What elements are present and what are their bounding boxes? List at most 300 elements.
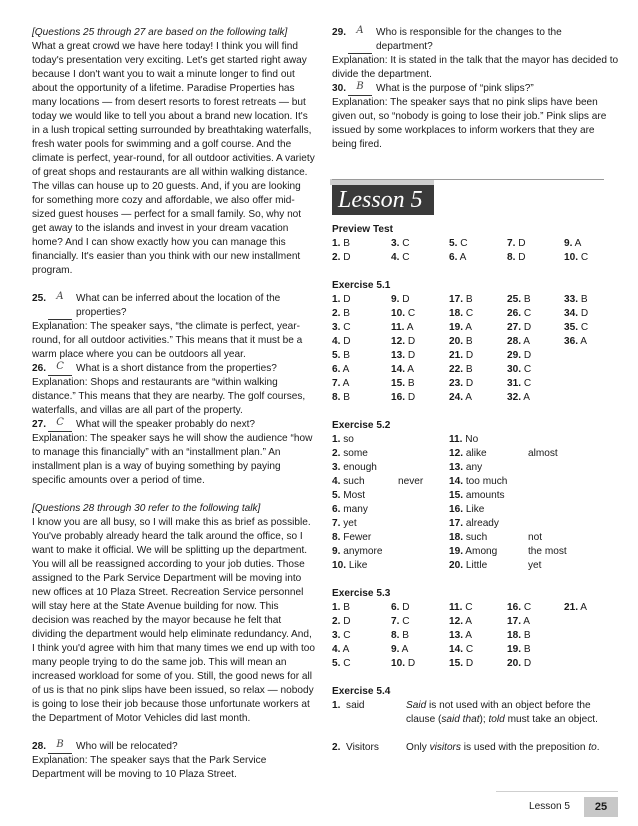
item-explanation: [406, 741, 620, 755]
item-number: 16.: [507, 602, 522, 613]
page-number: 25: [584, 797, 618, 817]
answer-cell: [449, 475, 507, 489]
item-answer: Among: [465, 546, 498, 557]
answer-cell: [449, 559, 487, 573]
answer-row: [332, 335, 620, 349]
question-number: 26.: [32, 363, 47, 374]
item-number: 12.: [449, 616, 464, 627]
item-answer: C: [402, 616, 410, 627]
item-number: 27.: [507, 322, 522, 333]
item-answer: too much: [465, 476, 508, 487]
item-answer: D: [407, 350, 416, 361]
item-answer: any: [465, 462, 483, 473]
explanation: Explanation: The speaker says that the Park Service Department will be moving to 10 Plaza Street.: [32, 755, 267, 780]
explanation: Explanation: The speaker says that no pink slips have been given out, so “nobody is going to lose their job.” Pink slips are issued by some workplaces to inform workers that they are being fired.: [332, 97, 607, 150]
answer-cell: [449, 335, 473, 349]
item-number: 36.: [564, 336, 579, 347]
talk2-transcript: I know you are all busy, so I will make this as brief as possible. You've probably already heard the talk around the office, so I want to make it official. We will be splitting up the department. You will all be reassigned according to your job duties. Those assigned to the Park Service Department will be moving into new offices at 10 Plaza Street. Recreation Service personnel will stay here at the State Avenue building for now. This decision was reached by the mayor because he felt that dividing the department would help eliminate redundancy. And, I think you'd agree with him that many times we end up with too many people trying to do the same job. This will mean an increased workload for some of you. Still, the good news for all of us is that no pink slips have been issued, so relax — nobody is going to lose their job because those unfortunate workers at the Department of Motor Vehicles did last month.: [32, 517, 316, 724]
exercise-5-3-heading: Exercise 5.3: [332, 588, 391, 599]
answer-row: [332, 615, 620, 629]
item-number: 2.: [332, 252, 341, 263]
expl-part: told: [488, 714, 505, 725]
answer-cell: [449, 657, 473, 671]
item-number: 17.: [507, 616, 522, 627]
item-answer: D: [407, 336, 416, 347]
answer-cell: [332, 503, 368, 517]
item-number: 1.: [332, 700, 341, 711]
answer-cell: [449, 433, 478, 447]
answer-cell: [564, 335, 587, 349]
exercise-5-1-answers: [332, 293, 620, 405]
item-number: 7.: [332, 518, 341, 529]
answer-cell: [332, 251, 351, 265]
answer-cell: [332, 629, 351, 643]
expl-part: is used with the preposition: [460, 742, 589, 753]
answer-blank: C: [48, 418, 72, 432]
answer-blank: B: [48, 740, 72, 754]
question-number: 28.: [32, 741, 47, 752]
answer-cell: [449, 307, 473, 321]
page-footer: [496, 797, 618, 817]
item-answer: C: [343, 658, 351, 669]
answer-row: [332, 643, 620, 657]
item-number: 11.: [449, 434, 463, 445]
item-answer: C: [523, 602, 532, 613]
answer-cell: [449, 545, 497, 559]
answer-row: [332, 503, 620, 517]
item-answer: A: [523, 616, 531, 627]
exercise-5-3-answers: [332, 601, 620, 671]
item-answer: A: [465, 616, 473, 627]
item-answer: A: [342, 378, 350, 389]
item-answer: A: [406, 322, 414, 333]
answer-row: [332, 531, 620, 545]
answer-cell: [391, 349, 415, 363]
item-answer: A: [459, 252, 467, 263]
answer-cell: [332, 489, 365, 503]
item-answer: amounts: [465, 490, 505, 501]
item-number: 18.: [449, 308, 464, 319]
item-answer: B: [343, 602, 350, 613]
answer-cell: [507, 363, 531, 377]
question-30: [332, 82, 620, 152]
answer-cell: [507, 237, 526, 251]
item-number: 3.: [332, 630, 341, 641]
item-number: 2.: [332, 616, 341, 627]
answer-cell: [391, 601, 410, 615]
answer-row: [332, 433, 620, 447]
question-29: [332, 26, 620, 82]
answer-cell: [398, 475, 423, 489]
banner-rule: [332, 179, 604, 180]
answer-cell: [332, 237, 350, 251]
left-column: [32, 26, 315, 782]
expl-part: .: [596, 742, 600, 753]
item-answer: B: [523, 644, 531, 655]
item-number: 11.: [391, 322, 405, 333]
answer-cell: [528, 559, 541, 573]
item-answer: A: [465, 392, 473, 403]
answer-cell: [507, 615, 530, 629]
item-answer: never: [398, 476, 424, 487]
answer-cell: [507, 293, 531, 307]
item-number: 4.: [332, 476, 341, 487]
answer-cell: [332, 601, 350, 615]
answer-row: [332, 517, 620, 531]
question-number: 25.: [32, 293, 47, 304]
item-number: 13.: [391, 350, 406, 361]
answer-row: [332, 251, 620, 265]
item-answer: almost: [528, 448, 558, 459]
answer-blank: B: [348, 82, 372, 96]
item-number: 13.: [449, 630, 464, 641]
answer-cell: [528, 545, 567, 559]
item-answer: B: [465, 364, 473, 375]
item-number: 16.: [391, 392, 406, 403]
item-number: 17.: [449, 518, 464, 529]
item-answer: A: [465, 630, 473, 641]
answer-cell: [391, 643, 408, 657]
question-text: What will the speaker probably do next?: [76, 419, 256, 430]
expl-part: Said: [406, 700, 427, 711]
answer-blank: A: [48, 292, 72, 320]
item-number: 32.: [507, 392, 522, 403]
item-number: 6.: [391, 602, 400, 613]
expl-part: must take an object.: [504, 714, 598, 725]
answer-row: [332, 559, 620, 573]
item-number: 18.: [507, 630, 522, 641]
item-number: 4.: [332, 644, 341, 655]
item-answer: A: [580, 336, 588, 347]
item-answer: A: [401, 644, 409, 655]
item-answer: C: [407, 308, 416, 319]
answer-cell: [391, 321, 413, 335]
item-number: 9.: [332, 546, 341, 557]
item-number: 21.: [564, 602, 579, 613]
answer-cell: [449, 363, 473, 377]
item-answer: A: [407, 364, 415, 375]
item-number: 7.: [391, 616, 400, 627]
answer-cell: [528, 447, 558, 461]
question-25: [32, 292, 315, 362]
item-number: 31.: [507, 378, 522, 389]
answer-cell: [391, 657, 415, 671]
answer-cell: [332, 517, 357, 531]
item-answer: Fewer: [343, 532, 372, 543]
answer-cell: [507, 391, 530, 405]
footer-rule: [496, 791, 618, 792]
talk1-transcript: What a great crowd we have here today! I think you will find today's presentation very exciting. Let's get started right away because I don't want you to wait a minute longer to find out about the opportunity of a lifetime. Paradise Properties has many locations — from desert resorts to forest retreats — but today we would like to tell you about a brand new location. It's in a lush tropical setting surrounded by breathtaking waterfalls, fresh water pools for swimming and a golf course. And the climate is perfect, year-round, for all outdoor activities. A variety of great shops and restaurants are all within walking distance. The villas can house up to 20 guests. And, if you are looking for something more cozy and affordable, we also offer mid-sized guest houses — perfect for a small family. So, why not get away to the islands and invest in your dream vacation home? And I can show exactly how you can manage this financially. It's easier than you think with our new installment program.: [32, 41, 315, 276]
answer-row: [332, 321, 620, 335]
item-number: 7.: [507, 238, 516, 249]
item-number: 12.: [391, 336, 406, 347]
item-number: 35.: [564, 322, 579, 333]
expl-part: );: [479, 714, 489, 725]
item-number: 15.: [449, 658, 464, 669]
item-number: 29.: [507, 350, 522, 361]
item-number: 1.: [332, 238, 341, 249]
item-number: 22.: [449, 364, 464, 375]
item-number: 21.: [449, 350, 464, 361]
exercise-5-4-heading: Exercise 5.4: [332, 686, 391, 697]
item-answer: not: [528, 532, 543, 543]
answer-cell: [449, 615, 472, 629]
item-number: 15.: [449, 490, 464, 501]
item-answer: D: [523, 322, 532, 333]
answer-cell: [332, 531, 371, 545]
item-answer: already: [465, 518, 499, 529]
item-number: 20.: [449, 560, 464, 571]
answer-row: [332, 363, 620, 377]
item-answer: such: [465, 532, 488, 543]
talk1-intro: [Questions 25 through 27 are based on the following talk]: [32, 27, 288, 38]
item-answer: A: [523, 392, 531, 403]
answer-cell: [391, 237, 410, 251]
item-answer: A: [574, 238, 582, 249]
answer-cell: [507, 377, 531, 391]
item-number: 28.: [507, 336, 522, 347]
answer-cell: [332, 349, 350, 363]
item-answer: A: [342, 364, 350, 375]
item-number: 3.: [391, 238, 400, 249]
item-answer: B: [580, 294, 588, 305]
question-number: 29.: [332, 27, 347, 38]
answer-cell: [449, 503, 484, 517]
item-answer: such: [343, 476, 365, 487]
item-number: 5.: [449, 238, 458, 249]
exercise-5-4-item-1: [332, 699, 620, 727]
explanation: Explanation: The speaker says, “the climate is perfect, year-round, for all outdoor activities.” This means that it must be a warm place where you can be outdoors all year.: [32, 321, 303, 360]
answer-cell: [528, 531, 542, 545]
answer-cell: [332, 657, 351, 671]
item-answer: A: [523, 336, 531, 347]
answer-cell: [391, 377, 415, 391]
answer-row: [332, 307, 620, 321]
exercise-5-2-heading: Exercise 5.2: [332, 420, 391, 431]
answer-cell: [391, 629, 409, 643]
item-number: 10.: [391, 658, 406, 669]
item-answer: C: [402, 252, 410, 263]
item-answer: No: [465, 434, 479, 445]
item-number: 3.: [332, 462, 341, 473]
answer-row: [332, 489, 620, 503]
explanation: Explanation: Shops and restaurants are “within walking distance.” This means that they are nearby. The golf courses, waterfalls, and villas are all part of the property.: [32, 377, 306, 416]
item-number: 4.: [391, 252, 400, 263]
exercise-5-2-answers: [332, 433, 620, 573]
answer-cell: [449, 531, 487, 545]
answer-row: [332, 657, 620, 671]
item-number: 8.: [507, 252, 516, 263]
item-answer: D: [402, 602, 410, 613]
item-answer: C: [460, 238, 468, 249]
item-number: 19.: [507, 644, 522, 655]
item-answer: yet: [528, 560, 542, 571]
item-answer: D: [465, 378, 474, 389]
item-answer: C: [465, 644, 474, 655]
answer-cell: [507, 657, 531, 671]
item-number: 8.: [391, 630, 400, 641]
answer-blank: A: [348, 26, 372, 54]
lesson-title: Lesson 5: [338, 187, 423, 213]
item-answer: Most: [343, 490, 366, 501]
question-27: [32, 418, 315, 488]
answer-cell: [449, 643, 473, 657]
answer-cell: [332, 321, 351, 335]
answer-cell: [449, 517, 499, 531]
answer-cell: [332, 433, 354, 447]
answer-cell: [391, 293, 410, 307]
answer-cell: [507, 307, 531, 321]
item-number: 6.: [449, 252, 458, 263]
talk2-intro: [Questions 28 through 30 refer to the following talk]: [32, 503, 261, 514]
answer-cell: [564, 251, 588, 265]
answer-cell: [332, 391, 350, 405]
answer-cell: [449, 601, 473, 615]
item-answer: A: [342, 644, 350, 655]
item-answer: C: [523, 308, 532, 319]
question-number: 27.: [32, 419, 47, 430]
item-number: 26.: [507, 308, 522, 319]
answer-row: [332, 391, 620, 405]
answer-cell: [507, 601, 531, 615]
answer-cell: [449, 293, 473, 307]
item-answer: D: [343, 336, 351, 347]
answer-cell: [332, 363, 349, 377]
item-number: 4.: [332, 336, 341, 347]
item-number: 15.: [391, 378, 406, 389]
exercise-5-1-heading: Exercise 5.1: [332, 280, 391, 291]
item-number: 30.: [507, 364, 522, 375]
item-answer: D: [523, 350, 532, 361]
answer-row: [332, 237, 620, 251]
item-number: 11.: [449, 602, 463, 613]
item-number: 14.: [449, 644, 464, 655]
item-answer: B: [343, 308, 350, 319]
answer-cell: [564, 293, 588, 307]
answer-cell: [449, 349, 473, 363]
answer-cell: [391, 363, 414, 377]
answer-cell: [332, 377, 349, 391]
item-answer: D: [465, 350, 474, 361]
answer-cell: [332, 475, 365, 489]
answer-cell: [332, 643, 349, 657]
expl-part: is not used with an object before the clause (: [406, 700, 591, 725]
item-number: 16.: [449, 504, 464, 515]
answer-cell: [507, 251, 526, 265]
question-text: What is a short distance from the properties?: [76, 363, 277, 374]
answer-blank: C: [48, 362, 72, 376]
answer-cell: [449, 461, 482, 475]
item-answer: the most: [528, 546, 567, 557]
answer-row: [332, 545, 620, 559]
item-answer: C: [343, 322, 351, 333]
item-number: 5.: [332, 490, 341, 501]
answer-cell: [564, 237, 581, 251]
item-number: 12.: [449, 448, 464, 459]
item-answer: C: [402, 238, 410, 249]
item-number: 1.: [332, 294, 341, 305]
right-column: [332, 26, 620, 755]
answer-row: [332, 475, 620, 489]
item-answer: A: [580, 602, 588, 613]
item-answer: B: [343, 392, 350, 403]
answer-cell: [449, 251, 466, 265]
item-answer: C: [523, 378, 532, 389]
item-number: 6.: [332, 364, 341, 375]
item-answer: C: [523, 364, 532, 375]
item-number: 14.: [449, 476, 464, 487]
item-word: said: [346, 700, 365, 711]
answer-cell: [391, 391, 415, 405]
item-answer: D: [523, 658, 532, 669]
explanation: Explanation: The speaker says he will show the audience “how to manage this financially” with an “installment plan.” An installment plan is a way of buying something by paying specific amounts over a period of time.: [32, 433, 313, 486]
answer-cell: [332, 615, 351, 629]
item-answer: C: [343, 630, 351, 641]
item-number: 18.: [449, 532, 464, 543]
lesson-banner: [332, 185, 434, 215]
item-answer: D: [402, 294, 410, 305]
answer-cell: [391, 307, 415, 321]
answer-cell: [507, 643, 531, 657]
item-answer: yet: [343, 518, 357, 529]
item-answer: B: [465, 294, 473, 305]
question-28: [32, 740, 315, 782]
item-explanation: [406, 699, 620, 727]
exercise-5-4-item-2: [332, 741, 620, 755]
answer-cell: [391, 615, 410, 629]
item-answer: some: [343, 448, 368, 459]
footer-lesson-label: Lesson 5: [529, 801, 570, 812]
answer-cell: [391, 251, 410, 265]
item-answer: B: [523, 630, 531, 641]
expl-part: said that: [441, 714, 480, 725]
answer-cell: [449, 489, 505, 503]
answer-cell: [332, 335, 351, 349]
expl-part: Only: [406, 742, 430, 753]
answer-row: [332, 377, 620, 391]
question-text: Who will be relocated?: [76, 741, 178, 752]
answer-cell: [564, 601, 587, 615]
item-number: 8.: [332, 532, 341, 543]
item-number: 2.: [332, 308, 341, 319]
expl-part: to: [588, 742, 597, 753]
item-number: 10.: [391, 308, 406, 319]
item-number: 2.: [332, 448, 341, 459]
item-number: 9.: [391, 294, 400, 305]
answer-cell: [564, 307, 588, 321]
question-number: 30.: [332, 83, 347, 94]
item-number: 1.: [332, 434, 341, 445]
item-answer: D: [580, 308, 589, 319]
item-number: 1.: [332, 602, 341, 613]
item-answer: D: [518, 252, 526, 263]
item-answer: D: [407, 658, 416, 669]
item-number: 24.: [449, 392, 464, 403]
item-answer: C: [580, 322, 589, 333]
item-number: 5.: [332, 350, 341, 361]
item-answer: D: [343, 616, 351, 627]
item-number: 13.: [449, 462, 464, 473]
answer-row: [332, 461, 620, 475]
item-answer: Like: [348, 560, 368, 571]
item-answer: B: [343, 238, 350, 249]
item-answer: C: [580, 252, 589, 263]
answer-cell: [507, 321, 531, 335]
answer-cell: [507, 349, 531, 363]
question-text: What is the purpose of “pink slips?”: [376, 83, 534, 94]
preview-test-answers: [332, 237, 620, 265]
item-answer: B: [343, 350, 350, 361]
